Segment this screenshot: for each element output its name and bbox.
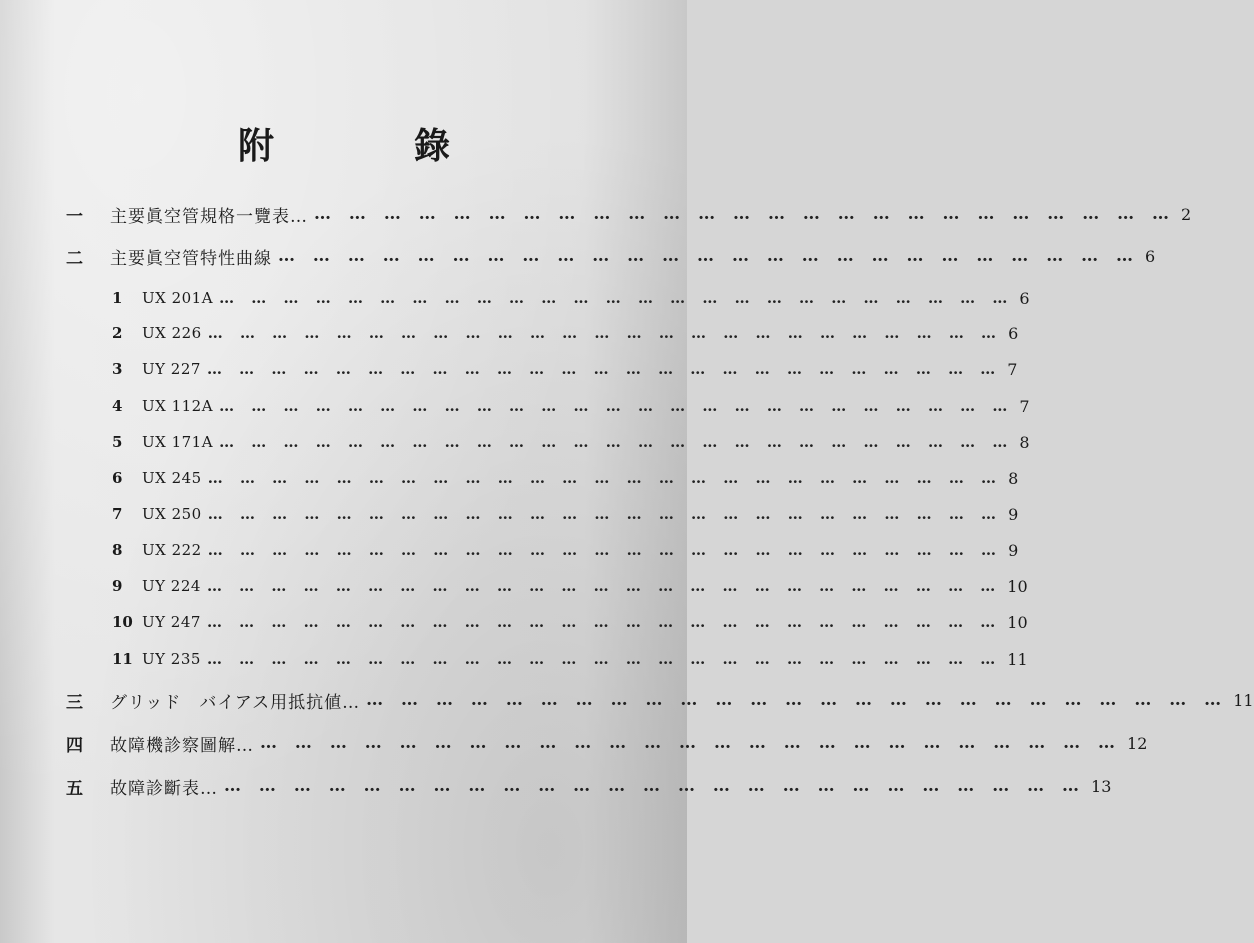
toc-entry-5	[66, 772, 1112, 800]
dot-leader: … … … … … … … … … … … … … … … … … … … … … … … … …	[207, 324, 1003, 342]
subentry-label: UX 250	[142, 505, 202, 523]
entry-page: 13	[1091, 776, 1112, 796]
dot-leader: … … … … … … … … … … … … … … … … … … … … … … … … …	[219, 397, 1014, 415]
subentry-page: 6	[1008, 323, 1019, 343]
subentry-number: 3	[112, 360, 123, 378]
toc-subentry-11	[112, 645, 1028, 673]
dot-leader: … … … … … … … … … … … … … … … … … … … … … … … … …	[278, 246, 1140, 266]
toc-entry-4	[66, 729, 1148, 757]
subentry-page: 9	[1008, 504, 1019, 524]
toc-subentry-4	[112, 392, 1030, 420]
toc-subentry-10	[112, 608, 1028, 636]
subentry-label: UY 235	[142, 650, 201, 668]
subentry-page: 8	[1019, 432, 1030, 452]
subentry-page: 9	[1008, 540, 1019, 560]
dot-leader: … … … … … … … … … … … … … … … … … … … … … … … … …	[206, 360, 1002, 378]
subentry-page: 7	[1019, 396, 1030, 416]
entry-page: 6	[1145, 246, 1156, 266]
subentry-number: 9	[112, 577, 123, 595]
subentry-label: UX 171A	[142, 433, 214, 451]
subentry-page: 10	[1007, 576, 1028, 596]
entry-page: 11	[1233, 690, 1254, 710]
subentry-page: 11	[1007, 649, 1028, 669]
subentry-page: 7	[1007, 359, 1018, 379]
dot-leader: … … … … … … … … … … … … … … … … … … … … … … … … …	[224, 776, 1086, 796]
subentry-number: 8	[112, 541, 123, 559]
toc-subentry-7	[112, 500, 1019, 528]
subentry-number: 6	[112, 469, 123, 487]
subentry-label: UY 227	[142, 360, 201, 378]
dot-leader: … … … … … … … … … … … … … … … … … … … … … … … … …	[206, 577, 1002, 595]
subentry-label: UX 222	[142, 541, 202, 559]
subentry-label: UX 245	[142, 469, 202, 487]
subentry-label: UX 112A	[142, 397, 214, 415]
toc-subentry-9	[112, 572, 1028, 600]
toc-subentry-8	[112, 536, 1019, 564]
dot-leader: … … … … … … … … … … … … … … … … … … … … … … … … …	[207, 505, 1003, 523]
entry-page: 12	[1127, 733, 1148, 753]
dot-leader: … … … … … … … … … … … … … … … … … … … … … … … … …	[366, 690, 1228, 710]
entry-label: グリッド バイアス用抵抗値…	[110, 692, 361, 713]
title-char-1: 附	[238, 125, 277, 167]
toc-subentry-3	[112, 355, 1018, 383]
subentry-number: 1	[112, 289, 123, 307]
subentry-page: 8	[1008, 468, 1019, 488]
subentry-page: 10	[1007, 612, 1028, 632]
toc-entry-2	[66, 242, 1156, 270]
entry-number: 三	[66, 692, 83, 713]
entry-label: 故障機診察圖解…	[110, 735, 254, 756]
subentry-number: 11	[112, 650, 133, 668]
subentry-label: UY 247	[142, 613, 201, 631]
entry-number: 五	[66, 778, 83, 799]
toc-entry-3	[66, 686, 1254, 714]
subentry-label: UX 201A	[142, 289, 214, 307]
subentry-label: UY 224	[142, 577, 201, 595]
entry-number: 一	[66, 206, 83, 227]
subentry-number: 4	[112, 397, 123, 415]
dot-leader: … … … … … … … … … … … … … … … … … … … … … … … … …	[219, 433, 1014, 451]
dot-leader: … … … … … … … … … … … … … … … … … … … … … … … … …	[219, 289, 1014, 307]
entry-number: 四	[66, 735, 83, 756]
subentry-page: 6	[1019, 288, 1030, 308]
entry-number: 二	[66, 248, 83, 269]
toc-entry-1	[66, 200, 1192, 228]
toc-subentry-2	[112, 319, 1019, 347]
page-title	[0, 118, 687, 168]
subentry-number: 2	[112, 324, 123, 342]
toc-subentry-5	[112, 428, 1030, 456]
entry-page: 2	[1181, 204, 1192, 224]
dot-leader: … … … … … … … … … … … … … … … … … … … … … … … … …	[207, 541, 1003, 559]
subentry-label: UX 226	[142, 324, 202, 342]
entry-label: 故障診斷表…	[110, 778, 218, 799]
subentry-number: 7	[112, 505, 123, 523]
title-char-2: 錄	[414, 125, 453, 167]
dot-leader: … … … … … … … … … … … … … … … … … … … … … … … … …	[207, 469, 1003, 487]
toc-subentry-1	[112, 284, 1030, 312]
subentry-number: 10	[112, 613, 133, 631]
dot-leader: … … … … … … … … … … … … … … … … … … … … … … … … …	[314, 204, 1176, 224]
dot-leader: … … … … … … … … … … … … … … … … … … … … … … … … …	[260, 733, 1122, 753]
entry-label: 主要眞空管特性曲線	[110, 248, 272, 269]
subentry-number: 5	[112, 433, 123, 451]
toc-subentry-6	[112, 464, 1019, 492]
entry-label: 主要眞空管規格一覽表…	[110, 206, 308, 227]
dot-leader: … … … … … … … … … … … … … … … … … … … … … … … … …	[206, 650, 1002, 668]
dot-leader: … … … … … … … … … … … … … … … … … … … … … … … … …	[206, 613, 1002, 631]
